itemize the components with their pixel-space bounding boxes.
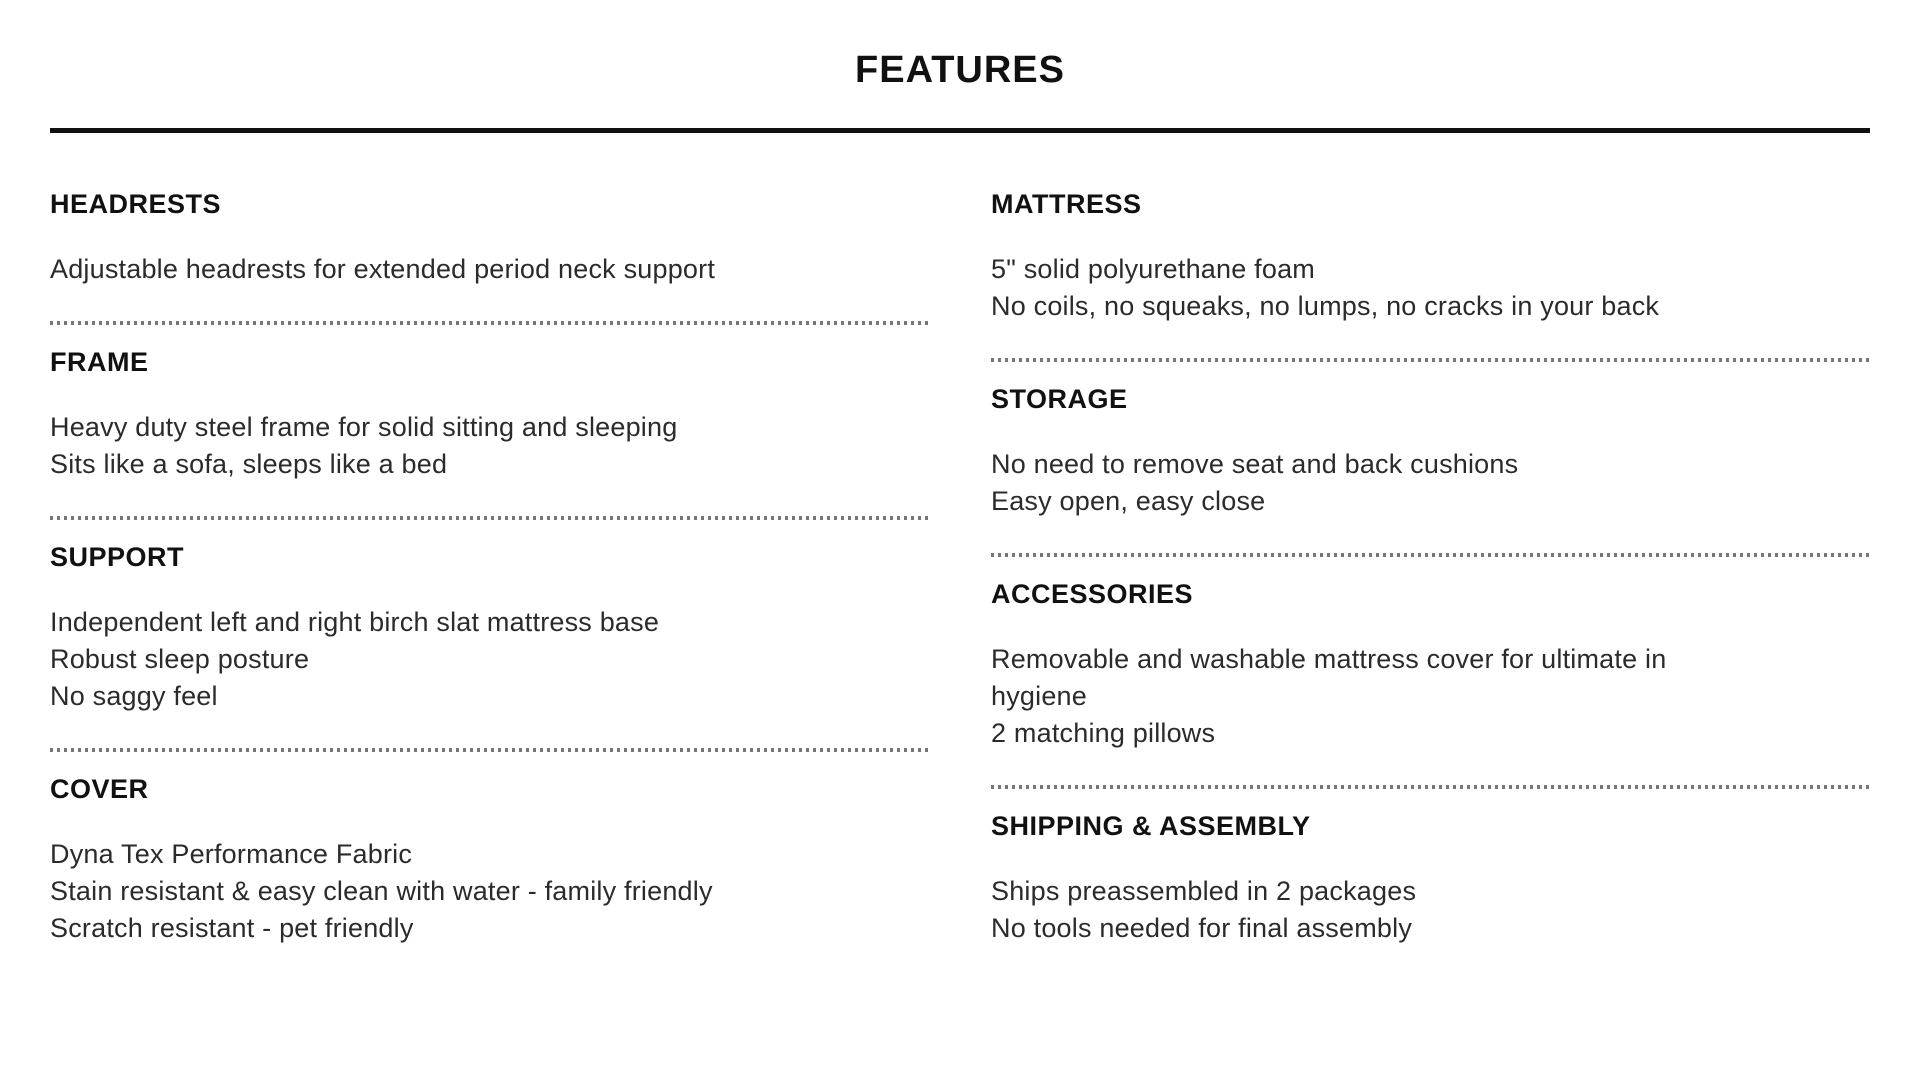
- section-line: Removable and washable mattress cover for ultimate in: [991, 644, 1667, 674]
- features-column-left: [50, 188, 929, 947]
- title-rule-divider: [50, 128, 1870, 133]
- section-line: Scratch resistant - pet friendly: [50, 913, 414, 943]
- section-line: Ships preassembled in 2 packages: [991, 876, 1417, 906]
- dotted-divider: [50, 516, 929, 520]
- section-line: Adjustable headrests for extended period neck support: [50, 254, 716, 284]
- section-line: No saggy feel: [50, 681, 218, 711]
- section-line: Heavy duty steel frame for solid sitting and sleeping: [50, 412, 678, 442]
- section-line: No coils, no squeaks, no lumps, no cracks in your back: [991, 291, 1660, 321]
- dotted-divider: [50, 748, 929, 752]
- dotted-divider: [991, 553, 1870, 557]
- section-cover: [50, 773, 929, 947]
- section-line: Stain resistant & easy clean with water - family friendly: [50, 876, 713, 906]
- section-mattress: [991, 188, 1870, 362]
- section-line: Easy open, easy close: [991, 486, 1266, 516]
- section-accessories: [991, 578, 1870, 789]
- dotted-divider: [991, 358, 1870, 362]
- section-shipping-assembly: [991, 810, 1870, 947]
- section-line: No tools needed for final assembly: [991, 913, 1413, 943]
- section-line: hygiene: [991, 681, 1087, 711]
- section-frame: [50, 346, 929, 520]
- section-heading-mattress: MATTRESS: [991, 189, 1142, 219]
- section-heading-headrests: HEADRESTS: [50, 189, 222, 219]
- section-line: Dyna Tex Performance Fabric: [50, 839, 413, 869]
- page-title: FEATURES: [855, 49, 1065, 91]
- section-storage: [991, 383, 1870, 557]
- section-heading-shipping-assembly: SHIPPING & ASSEMBLY: [991, 811, 1311, 841]
- section-heading-accessories: ACCESSORIES: [991, 579, 1194, 609]
- section-heading-storage: STORAGE: [991, 384, 1128, 414]
- dotted-divider: [50, 321, 929, 325]
- section-heading-support: SUPPORT: [50, 542, 185, 572]
- features-columns: [50, 188, 1870, 947]
- features-column-right: [991, 188, 1870, 947]
- dotted-divider: [991, 785, 1870, 789]
- section-support: [50, 541, 929, 752]
- section-line: Independent left and right birch slat mattress base: [50, 607, 660, 637]
- section-line: 2 matching pillows: [991, 718, 1216, 748]
- section-line: 5" solid polyurethane foam: [991, 254, 1315, 284]
- section-line: Robust sleep posture: [50, 644, 310, 674]
- section-line: No need to remove seat and back cushions: [991, 449, 1519, 479]
- section-headrests: [50, 188, 929, 325]
- section-line: Sits like a sofa, sleeps like a bed: [50, 449, 448, 479]
- section-heading-frame: FRAME: [50, 347, 149, 377]
- section-heading-cover: COVER: [50, 774, 149, 804]
